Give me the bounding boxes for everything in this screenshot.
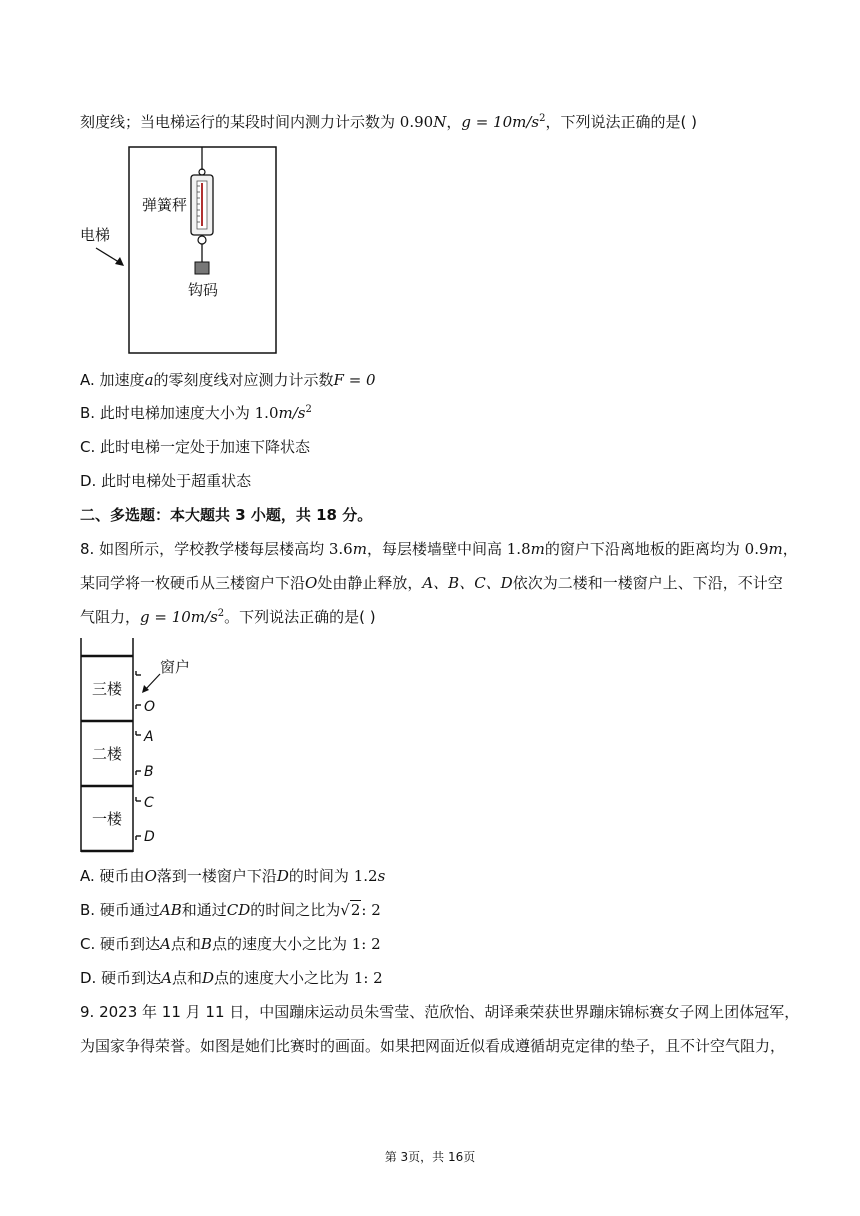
q8-option-a bbox=[80, 866, 385, 886]
option-text: 和通过 bbox=[181, 901, 227, 919]
option-value: 1.0 bbox=[254, 404, 279, 422]
point-C: C bbox=[144, 795, 154, 811]
option-var: B bbox=[200, 935, 212, 953]
option-text: 此时电梯一定处于加速下降状态 bbox=[100, 438, 311, 456]
option-var: D bbox=[276, 867, 289, 885]
option-letter: B. bbox=[80, 901, 96, 919]
floor-label-2: 二楼 bbox=[91, 745, 123, 763]
q8-text: 的窗户下沿离地板的距离均为 bbox=[544, 540, 740, 558]
option-letter: A. bbox=[80, 867, 95, 885]
q8-floor-height: 3.6 bbox=[328, 540, 353, 558]
q8-text: 某同学将一枚硬币从三楼窗户下沿 bbox=[80, 574, 306, 592]
option-text: 落到一楼窗户下沿 bbox=[156, 867, 277, 885]
option-ratio: 1: 2 bbox=[353, 969, 383, 987]
sqrt-sign: √ bbox=[340, 901, 350, 919]
window-arrow bbox=[145, 674, 160, 690]
q8-window-height: 1.8 bbox=[506, 540, 531, 558]
window-ticks bbox=[136, 671, 141, 840]
q7-g-exp: 2 bbox=[539, 113, 546, 124]
q8-option-b bbox=[80, 900, 381, 920]
q7-option-c bbox=[80, 437, 310, 457]
option-unit: m/s bbox=[278, 404, 306, 422]
q8-text: ， bbox=[782, 540, 798, 558]
q8-point: O bbox=[305, 574, 318, 592]
q9-line-1: 9. 2023 年 11 月 11 日，中国蹦床运动员朱雪莹、范欣怡、胡译乘荣获世界蹦床锦标赛女子网上团体冠军， bbox=[80, 1003, 800, 1021]
option-letter: A. bbox=[80, 371, 95, 389]
q8-text: 处由静止释放， bbox=[317, 574, 423, 592]
weight-label: 钩码 bbox=[188, 281, 219, 299]
option-unit: s bbox=[377, 867, 386, 885]
q8-unit: m bbox=[768, 540, 783, 558]
option-exp: 2 bbox=[305, 404, 312, 415]
spring-scale-label: 弹簧秤 bbox=[142, 196, 188, 214]
option-var: a bbox=[144, 371, 154, 389]
q7-g: g = 10m/s bbox=[461, 113, 540, 131]
elevator-label: 电梯 bbox=[80, 226, 111, 244]
q8-option-d bbox=[80, 968, 383, 988]
elevator-arrowhead bbox=[115, 257, 124, 266]
q8-building-figure bbox=[78, 638, 208, 858]
option-letter: D. bbox=[80, 969, 97, 987]
q8-unit: m bbox=[352, 540, 367, 558]
q8-text: 依次为二楼和一楼窗户上、下沿，不计空 bbox=[512, 574, 783, 592]
option-var: AB bbox=[159, 901, 182, 919]
option-text: 加速度 bbox=[99, 371, 145, 389]
page-footer: 第 3页，共 16页 bbox=[384, 1150, 476, 1164]
floor-label-3: 三楼 bbox=[91, 680, 123, 698]
q7-stem-text: 刻度线；当电梯运行的某段时间内测力计示数为 bbox=[80, 113, 396, 131]
option-text: 此时电梯加速度大小为 bbox=[99, 404, 250, 422]
q8-stem-line-1 bbox=[80, 539, 798, 559]
option-text: 此时电梯处于超重状态 bbox=[101, 472, 252, 490]
q8-g-exp: 2 bbox=[217, 608, 225, 619]
q8-sill-height: 0.9 bbox=[744, 540, 769, 558]
q7-option-d bbox=[80, 471, 251, 491]
option-equation: F = 0 bbox=[333, 371, 376, 389]
option-text: 点和 bbox=[170, 935, 201, 953]
point-B: B bbox=[144, 764, 154, 780]
q7-reading: 0.90 bbox=[399, 113, 434, 131]
option-var: A bbox=[161, 969, 172, 987]
q8-stem-line-3 bbox=[80, 607, 376, 627]
option-text: 点和 bbox=[171, 969, 202, 987]
q8-text: 8. 如图所示，学校教学楼每层楼高均 bbox=[80, 540, 325, 558]
window-label: 窗户 bbox=[160, 658, 191, 676]
option-text: 硬币到达 bbox=[101, 969, 162, 987]
option-text: 的时间之比为 bbox=[250, 901, 341, 919]
q8-text: ，每层楼墙壁中间高 bbox=[366, 540, 502, 558]
option-text: 点的速度大小之比为 bbox=[211, 935, 347, 953]
option-text: 点的速度大小之比为 bbox=[214, 969, 350, 987]
option-text: 硬币到达 bbox=[100, 935, 161, 953]
q7-option-b bbox=[80, 403, 312, 423]
q7-stem-tail: ，下列说法正确的是( ) bbox=[545, 113, 697, 131]
option-letter: B. bbox=[80, 404, 96, 422]
option-text: 硬币由 bbox=[99, 867, 145, 885]
point-O: O bbox=[144, 699, 156, 715]
point-A: A bbox=[144, 729, 154, 745]
option-var: A bbox=[160, 935, 171, 953]
option-letter: D. bbox=[80, 472, 97, 490]
q9-line-2: 为国家争得荣誉。如图是她们比赛时的画面。如果把网面近似看成遵循胡克定律的垫子，且不计空气阻力， bbox=[80, 1037, 786, 1055]
q8-unit: m bbox=[530, 540, 545, 558]
option-letter: C. bbox=[80, 438, 96, 456]
q8-stem-line-2 bbox=[80, 573, 783, 593]
floor-label-1: 一楼 bbox=[91, 810, 123, 828]
option-var: CD bbox=[226, 901, 251, 919]
section-heading: 二、多选题：本大题共 3 小题，共 18 分。 bbox=[80, 506, 373, 524]
option-var: O bbox=[144, 867, 157, 885]
point-D: D bbox=[144, 829, 155, 845]
q8-option-c bbox=[80, 934, 381, 954]
q7-stem bbox=[80, 112, 697, 132]
weight-block bbox=[195, 262, 209, 274]
sqrt-argument: 2 bbox=[350, 901, 361, 919]
q7-unit: N bbox=[433, 113, 447, 131]
q7-comma: ， bbox=[446, 113, 462, 131]
option-text: 硬币通过 bbox=[99, 901, 160, 919]
q8-text: 。下列说法正确的是( ) bbox=[224, 608, 376, 626]
option-letter: C. bbox=[80, 935, 96, 953]
q8-g: g = 10m/s bbox=[140, 608, 218, 626]
q8-points: A、B、C、D bbox=[422, 574, 513, 592]
q8-text: 气阻力， bbox=[80, 608, 141, 626]
bottom-ring bbox=[198, 236, 206, 244]
option-text: 的零刻度线对应测力计示数 bbox=[153, 371, 334, 389]
option-text: 的时间为 bbox=[288, 867, 349, 885]
option-var: D bbox=[201, 969, 215, 987]
option-ratio: : 2 bbox=[361, 901, 381, 919]
option-value: 1.2 bbox=[353, 867, 378, 885]
q7-elevator-figure bbox=[78, 140, 283, 358]
option-ratio: 1: 2 bbox=[351, 935, 381, 953]
q7-option-a bbox=[80, 370, 376, 390]
